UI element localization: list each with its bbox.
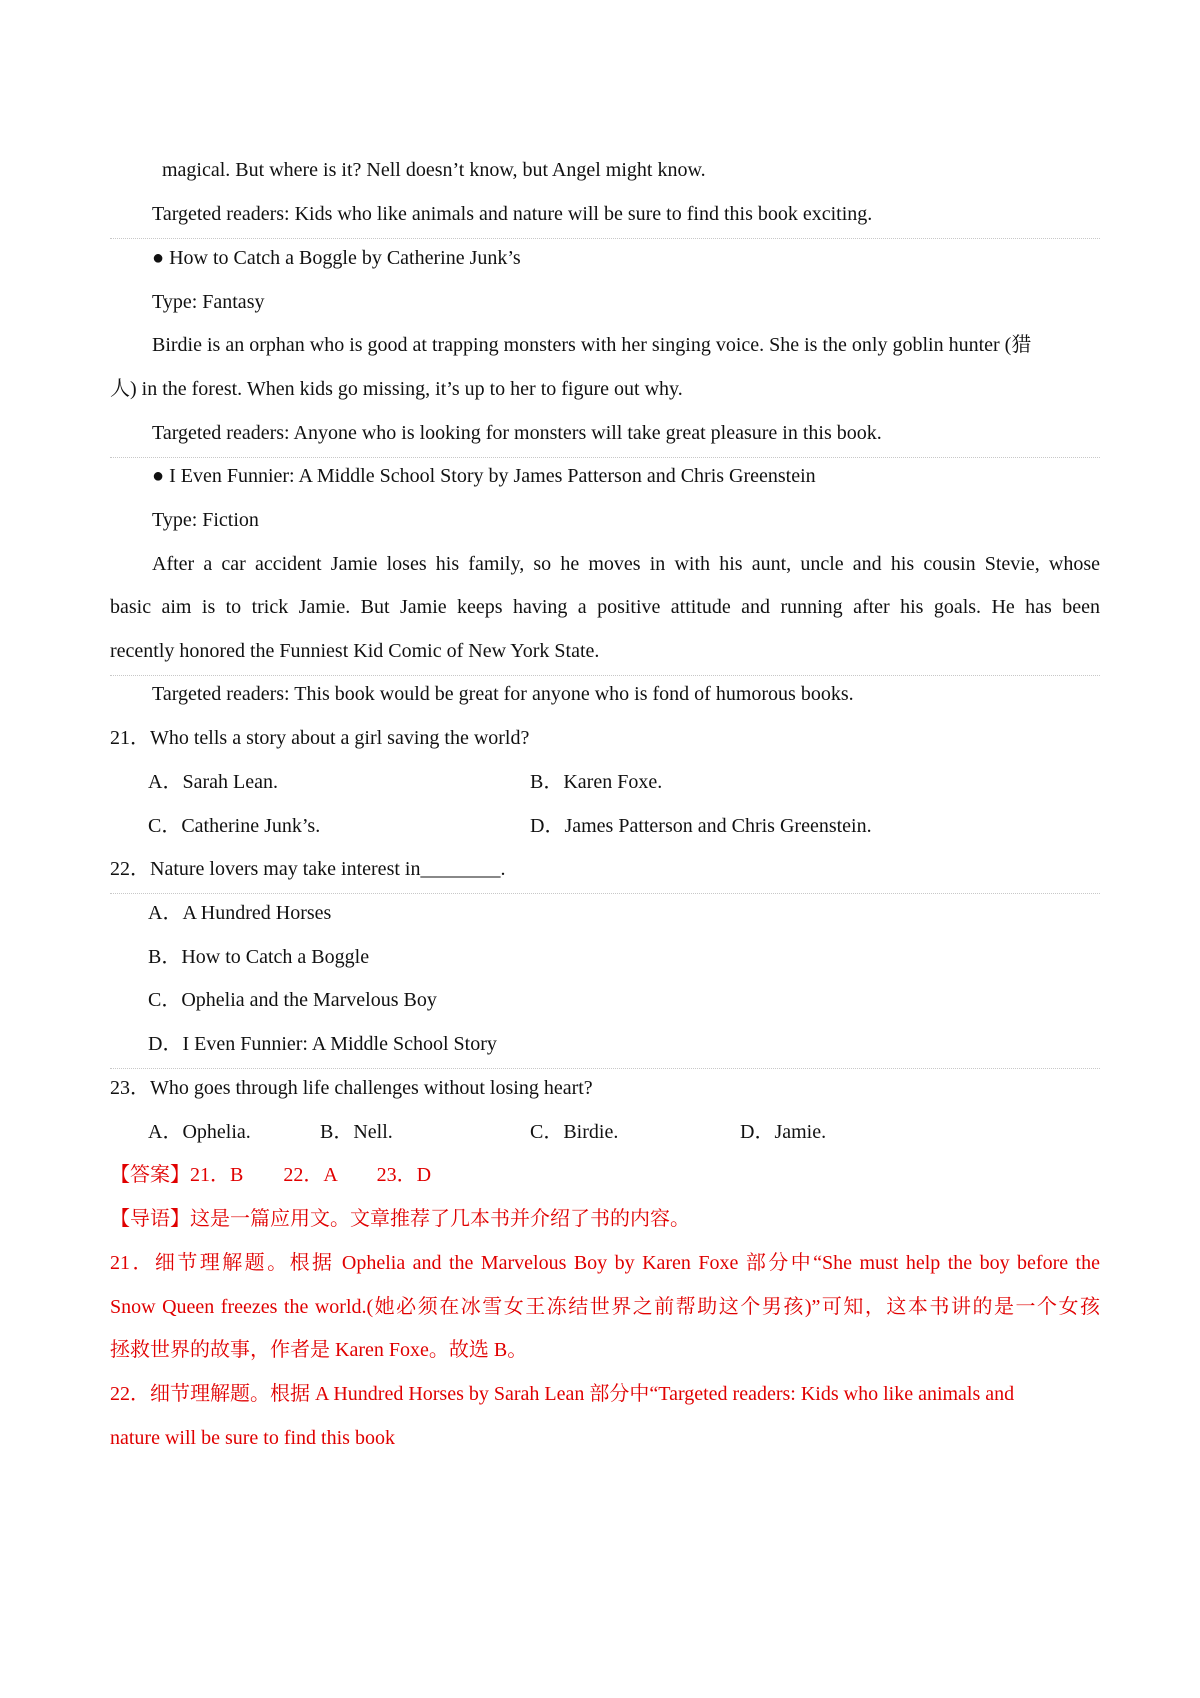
- option-b: B．How to Catch a Boggle: [148, 946, 370, 968]
- question-stem: 22．Nature lovers may take interest in________.: [110, 858, 506, 880]
- option-c: C．Ophelia and the Marvelous Boy: [148, 989, 437, 1011]
- explanation-22: nature will be sure to find this book: [110, 1427, 395, 1449]
- option-b: B．Nell.: [320, 1121, 393, 1143]
- dotted-divider: [110, 238, 1100, 239]
- book-description: recently honored the Funniest Kid Comic of New York State.: [110, 640, 600, 662]
- question-stem: 21．Who tells a story about a girl saving the world?: [110, 727, 530, 749]
- explanation-21: 21．细节理解题。根据 Ophelia and the Marvelous Boy by Karen Foxe 部分中“She must help the boy before the: [110, 1252, 1100, 1274]
- option-d: D．Jamie.: [740, 1121, 827, 1143]
- dotted-divider: [110, 675, 1100, 676]
- option-a: A．Sarah Lean.: [148, 771, 278, 793]
- dotted-divider: [110, 893, 1100, 894]
- dotted-divider: [110, 457, 1100, 458]
- book-description: basic aim is to trick Jamie. But Jamie keeps having a positive attitude and running after his goals. He has been: [110, 596, 1100, 618]
- book-description: After a car accident Jamie loses his family, so he moves in with his aunt, uncle and his cousin Stevie, whose: [152, 553, 1100, 575]
- passage-intro: 【导语】这是一篇应用文。文章推荐了几本书并介绍了书的内容。: [110, 1208, 690, 1230]
- question-stem: 23．Who goes through life challenges without losing heart?: [110, 1077, 593, 1099]
- book-readers: Targeted readers: Anyone who is looking for monsters will take great pleasure in this book.: [152, 422, 882, 444]
- book-description: 人) in the forest. When kids go missing, it’s up to her to figure out why.: [110, 378, 683, 400]
- book-title: ● I Even Funnier: A Middle School Story by James Patterson and Chris Greenstein: [152, 465, 816, 487]
- explanation-22: 22．细节理解题。根据 A Hundred Horses by Sarah Lean 部分中“Targeted readers: Kids who like animals and: [110, 1383, 1015, 1405]
- answer-key: 【答案】21．B 22．A 23．D: [110, 1164, 432, 1186]
- explanation-21: 拯救世界的故事，作者是 Karen Foxe。故选 B。: [110, 1339, 528, 1361]
- option-d: D．James Patterson and Chris Greenstein.: [530, 815, 872, 837]
- book-title: ● How to Catch a Boggle by Catherine Junk’s: [152, 247, 521, 269]
- option-a: A．A Hundred Horses: [148, 902, 332, 924]
- option-c: C．Catherine Junk’s.: [148, 815, 321, 837]
- option-a: A．Ophelia.: [148, 1121, 251, 1143]
- passage-line: Targeted readers: Kids who like animals and nature will be sure to find this book exciting.: [152, 203, 873, 225]
- book-type: Type: Fiction: [152, 509, 259, 531]
- dotted-divider: [110, 1068, 1100, 1069]
- passage-line: magical. But where is it? Nell doesn’t know, but Angel might know.: [162, 159, 706, 181]
- book-readers: Targeted readers: This book would be great for anyone who is fond of humorous books.: [152, 683, 854, 705]
- option-b: B．Karen Foxe.: [530, 771, 663, 793]
- book-type: Type: Fantasy: [152, 291, 265, 313]
- option-c: C．Birdie.: [530, 1121, 619, 1143]
- book-description: Birdie is an orphan who is good at trapping monsters with her singing voice. She is the only goblin hunter (猎: [152, 334, 1032, 356]
- explanation-21: Snow Queen freezes the world.(她必须在冰雪女王冻结世界之前帮助这个男孩)”可知，这本书讲的是一个女孩: [110, 1296, 1100, 1318]
- option-d: D．I Even Funnier: A Middle School Story: [148, 1033, 497, 1055]
